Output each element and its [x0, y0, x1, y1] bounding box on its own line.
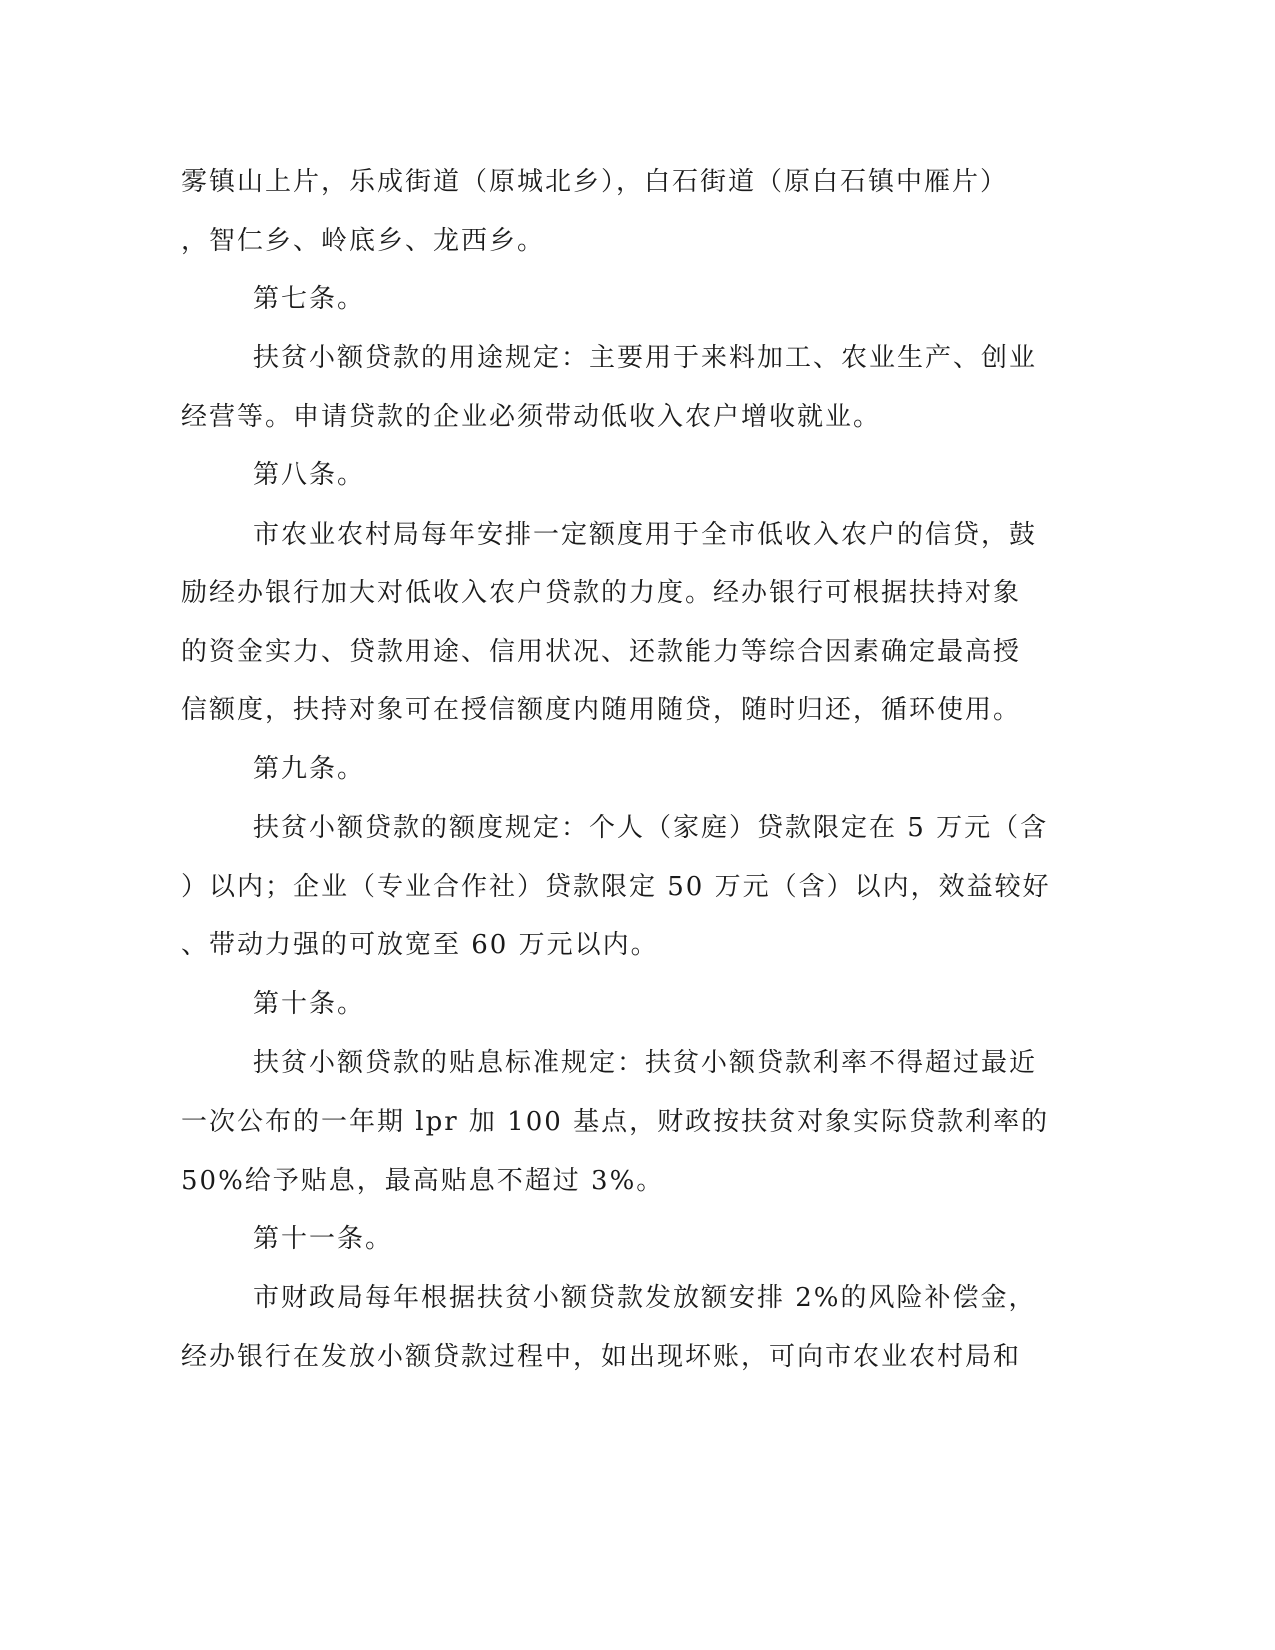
paragraph-line: 50%给予贴息，最高贴息不超过 3%。 — [181, 1166, 665, 1196]
paragraph-line: 一次公布的一年期 lpr 加 100 基点，财政按扶贫对象实际贷款利率的 — [181, 1107, 1050, 1137]
paragraph-line: 雾镇山上片，乐成街道（原城北乡），白石街道（原白石镇中雁片） — [181, 167, 1009, 197]
paragraph-line: 信额度，扶持对象可在授信额度内随用随贷，随时归还，循环使用。 — [181, 695, 1022, 725]
paragraph-line: 扶贫小额贷款的贴息标准规定：扶贫小额贷款利率不得超过最近 — [253, 1048, 1038, 1078]
paragraph-line: ）以内；企业（专业合作社）贷款限定 50 万元（含）以内，效益较好 — [181, 872, 1051, 902]
paragraph-line: 经营等。申请贷款的企业必须带动低收入农户增收就业。 — [181, 402, 882, 432]
article-heading-8: 第八条。 — [253, 460, 366, 490]
article-heading-10: 第十条。 — [253, 989, 366, 1019]
paragraph-line: 扶贫小额贷款的用途规定：主要用于来料加工、农业生产、创业 — [253, 343, 1038, 373]
article-heading-7: 第七条。 — [253, 284, 366, 314]
paragraph-line: ，智仁乡、岭底乡、龙西乡。 — [181, 226, 546, 256]
paragraph-line: 的资金实力、贷款用途、信用状况、还款能力等综合因素确定最高授 — [181, 637, 1022, 667]
paragraph-line: 市财政局每年根据扶贫小额贷款发放额安排 2%的风险补偿金， — [253, 1283, 1037, 1313]
paragraph-line: 市农业农村局每年安排一定额度用于全市低收入农户的信贷，鼓 — [253, 520, 1038, 550]
paragraph-line: 经办银行在发放小额贷款过程中，如出现坏账，可向市农业农村局和 — [181, 1342, 1022, 1372]
article-heading-9: 第九条。 — [253, 754, 366, 784]
paragraph-line: 、带动力强的可放宽至 60 万元以内。 — [181, 930, 659, 960]
paragraph-line: 扶贫小额贷款的额度规定：个人（家庭）贷款限定在 5 万元（含 — [253, 813, 1049, 843]
paragraph-line: 励经办银行加大对低收入农户贷款的力度。经办银行可根据扶持对象 — [181, 578, 1022, 608]
article-heading-11: 第十一条。 — [253, 1224, 394, 1254]
